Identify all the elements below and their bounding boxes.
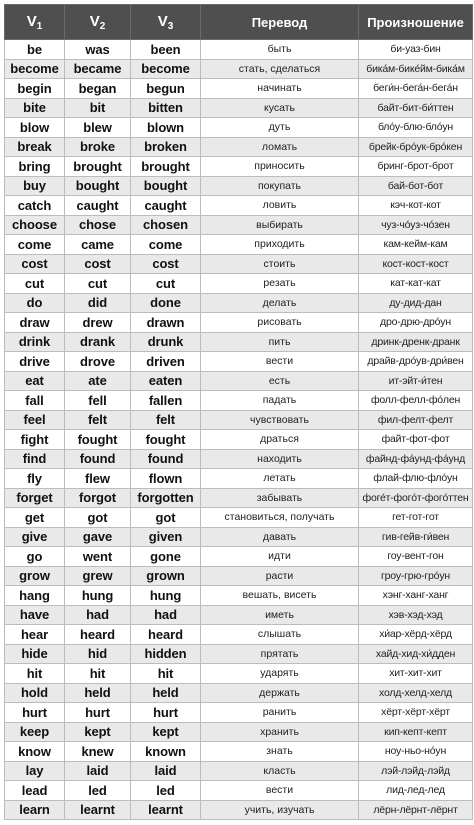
table-row xyxy=(5,566,473,586)
cell-pronunciation: кат-кат-кат xyxy=(359,274,473,294)
table-row xyxy=(5,625,473,645)
cell-v2: cost xyxy=(65,254,131,274)
cell-translation: расти xyxy=(201,566,359,586)
cell-v3: got xyxy=(131,508,201,528)
cell-v3: felt xyxy=(131,410,201,430)
cell-v3: learnt xyxy=(131,800,201,820)
header-v1: $V_1$ xyxy=(5,5,65,40)
cell-pronunciation: дринк-дренк-дранк xyxy=(359,332,473,352)
table-row xyxy=(5,352,473,372)
cell-v2: drank xyxy=(65,332,131,352)
table-row xyxy=(5,683,473,703)
cell-v3: bought xyxy=(131,176,201,196)
cell-v2: laid xyxy=(65,761,131,781)
table-row xyxy=(5,605,473,625)
cell-v3: hit xyxy=(131,664,201,684)
table-row xyxy=(5,703,473,723)
cell-pronunciation: файнд-фáунд-фáунд xyxy=(359,449,473,469)
cell-translation: падать xyxy=(201,391,359,411)
cell-v3: blown xyxy=(131,118,201,138)
cell-pronunciation: чуз-чóуз-чóзен xyxy=(359,215,473,235)
cell-v3: come xyxy=(131,235,201,255)
cell-v3: drunk xyxy=(131,332,201,352)
cell-v3: held xyxy=(131,683,201,703)
cell-v3: kept xyxy=(131,722,201,742)
cell-pronunciation: кост-кост-кост xyxy=(359,254,473,274)
cell-pronunciation: дро-дрю-дрóун xyxy=(359,313,473,333)
cell-translation: знать xyxy=(201,742,359,762)
cell-v3: begun xyxy=(131,79,201,99)
cell-v1: hurt xyxy=(5,703,65,723)
cell-pronunciation: лид-лед-лед xyxy=(359,781,473,801)
cell-translation: чувствовать xyxy=(201,410,359,430)
cell-v2: heard xyxy=(65,625,131,645)
cell-v2: found xyxy=(65,449,131,469)
table-row xyxy=(5,176,473,196)
cell-v3: broken xyxy=(131,137,201,157)
cell-v1: hit xyxy=(5,664,65,684)
table-row xyxy=(5,488,473,508)
cell-v3: flown xyxy=(131,469,201,489)
cell-translation: давать xyxy=(201,527,359,547)
cell-translation: кусать xyxy=(201,98,359,118)
table-row xyxy=(5,547,473,567)
cell-v2: bit xyxy=(65,98,131,118)
cell-v3: given xyxy=(131,527,201,547)
table-row xyxy=(5,118,473,138)
cell-v2: bought xyxy=(65,176,131,196)
cell-pronunciation: ноу-ньо-нóун xyxy=(359,742,473,762)
cell-translation: вешать, висеть xyxy=(201,586,359,606)
cell-v3: fallen xyxy=(131,391,201,411)
cell-translation: выбирать xyxy=(201,215,359,235)
cell-pronunciation: бринг-брот-брот xyxy=(359,157,473,177)
irregular-verbs-table xyxy=(4,4,473,820)
table-row xyxy=(5,644,473,664)
cell-v2: fell xyxy=(65,391,131,411)
cell-translation: летать xyxy=(201,469,359,489)
cell-v2: felt xyxy=(65,410,131,430)
cell-v1: choose xyxy=(5,215,65,235)
cell-translation: класть xyxy=(201,761,359,781)
cell-v2: knew xyxy=(65,742,131,762)
table-row xyxy=(5,722,473,742)
cell-v1: draw xyxy=(5,313,65,333)
cell-v2: brought xyxy=(65,157,131,177)
cell-v1: hang xyxy=(5,586,65,606)
cell-translation: вести xyxy=(201,781,359,801)
cell-translation: становиться, получать xyxy=(201,508,359,528)
cell-v1: be xyxy=(5,40,65,60)
cell-translation: ударять xyxy=(201,664,359,684)
cell-translation: приходить xyxy=(201,235,359,255)
cell-v3: drawn xyxy=(131,313,201,333)
cell-translation: ловить xyxy=(201,196,359,216)
cell-v3: caught xyxy=(131,196,201,216)
cell-v2: gave xyxy=(65,527,131,547)
cell-pronunciation: ду-дид-дан xyxy=(359,293,473,313)
cell-v2: fought xyxy=(65,430,131,450)
table-row xyxy=(5,293,473,313)
cell-v1: cost xyxy=(5,254,65,274)
cell-translation: покупать xyxy=(201,176,359,196)
table-row xyxy=(5,98,473,118)
cell-v3: led xyxy=(131,781,201,801)
table-row xyxy=(5,508,473,528)
cell-v2: got xyxy=(65,508,131,528)
table-row xyxy=(5,332,473,352)
cell-v1: keep xyxy=(5,722,65,742)
table-row xyxy=(5,469,473,489)
cell-v3: been xyxy=(131,40,201,60)
cell-v1: bring xyxy=(5,157,65,177)
cell-pronunciation: гоу-вент-гон xyxy=(359,547,473,567)
cell-pronunciation: гет-гот-гот xyxy=(359,508,473,528)
cell-translation: вести xyxy=(201,352,359,372)
cell-v1: do xyxy=(5,293,65,313)
cell-v1: buy xyxy=(5,176,65,196)
cell-translation: начинать xyxy=(201,79,359,99)
cell-v1: cut xyxy=(5,274,65,294)
cell-v1: learn xyxy=(5,800,65,820)
cell-v1: lay xyxy=(5,761,65,781)
cell-v1: come xyxy=(5,235,65,255)
cell-pronunciation: хи́ар-хёрд-хёрд xyxy=(359,625,473,645)
cell-translation: прятать xyxy=(201,644,359,664)
cell-v1: drive xyxy=(5,352,65,372)
table-row xyxy=(5,449,473,469)
cell-v2: caught xyxy=(65,196,131,216)
cell-v2: hit xyxy=(65,664,131,684)
table-row xyxy=(5,196,473,216)
cell-v1: hold xyxy=(5,683,65,703)
table-row xyxy=(5,235,473,255)
cell-pronunciation: блóу-блю-блóун xyxy=(359,118,473,138)
cell-pronunciation: би-уаз-бин xyxy=(359,40,473,60)
cell-v1: fly xyxy=(5,469,65,489)
cell-v3: done xyxy=(131,293,201,313)
cell-v2: broke xyxy=(65,137,131,157)
cell-translation: держать xyxy=(201,683,359,703)
table-row xyxy=(5,157,473,177)
table-row xyxy=(5,254,473,274)
table-row xyxy=(5,800,473,820)
cell-v2: cut xyxy=(65,274,131,294)
cell-v1: find xyxy=(5,449,65,469)
cell-translation: иметь xyxy=(201,605,359,625)
cell-translation: учить, изучать xyxy=(201,800,359,820)
cell-translation: приносить xyxy=(201,157,359,177)
cell-translation: резать xyxy=(201,274,359,294)
cell-translation: рисовать xyxy=(201,313,359,333)
table-row xyxy=(5,664,473,684)
table-row xyxy=(5,313,473,333)
cell-v3: hidden xyxy=(131,644,201,664)
cell-v1: give xyxy=(5,527,65,547)
cell-pronunciation: байт-бит-би́ттен xyxy=(359,98,473,118)
cell-v3: forgotten xyxy=(131,488,201,508)
cell-v2: learnt xyxy=(65,800,131,820)
cell-pronunciation: беги́н-бега́н-бега́н xyxy=(359,79,473,99)
cell-v3: gone xyxy=(131,547,201,567)
cell-v2: hung xyxy=(65,586,131,606)
cell-pronunciation: фолл-фелл-фóлен xyxy=(359,391,473,411)
cell-v3: cut xyxy=(131,274,201,294)
table-row xyxy=(5,761,473,781)
table-row xyxy=(5,527,473,547)
cell-pronunciation: лэй-лэйд-лэйд xyxy=(359,761,473,781)
cell-v3: brought xyxy=(131,157,201,177)
cell-pronunciation: холд-хелд-хелд xyxy=(359,683,473,703)
cell-v2: drew xyxy=(65,313,131,333)
cell-v1: have xyxy=(5,605,65,625)
cell-v2: began xyxy=(65,79,131,99)
cell-pronunciation: гроу-грю-грóун xyxy=(359,566,473,586)
cell-translation: делать xyxy=(201,293,359,313)
cell-translation: забывать xyxy=(201,488,359,508)
cell-pronunciation: флай-флю-флóун xyxy=(359,469,473,489)
cell-translation: ранить xyxy=(201,703,359,723)
cell-v1: hear xyxy=(5,625,65,645)
cell-v1: blow xyxy=(5,118,65,138)
cell-translation: находить xyxy=(201,449,359,469)
cell-v1: feel xyxy=(5,410,65,430)
cell-translation: идти xyxy=(201,547,359,567)
table-row xyxy=(5,586,473,606)
cell-v2: chose xyxy=(65,215,131,235)
cell-v3: driven xyxy=(131,352,201,372)
cell-v1: grow xyxy=(5,566,65,586)
cell-v1: lead xyxy=(5,781,65,801)
cell-v2: hurt xyxy=(65,703,131,723)
cell-v3: bitten xyxy=(131,98,201,118)
cell-pronunciation: брейк-брóук-брóкен xyxy=(359,137,473,157)
cell-v3: fought xyxy=(131,430,201,450)
cell-pronunciation: кип-кепт-кепт xyxy=(359,722,473,742)
header-pronunciation: Произношение xyxy=(359,5,473,40)
cell-v2: kept xyxy=(65,722,131,742)
cell-v1: eat xyxy=(5,371,65,391)
cell-v3: chosen xyxy=(131,215,201,235)
cell-pronunciation: хит-хит-хит xyxy=(359,664,473,684)
cell-v2: led xyxy=(65,781,131,801)
cell-translation: дуть xyxy=(201,118,359,138)
cell-v1: hide xyxy=(5,644,65,664)
cell-v3: laid xyxy=(131,761,201,781)
cell-pronunciation: хёрт-хёрт-хёрт xyxy=(359,703,473,723)
cell-pronunciation: ит-эйт-и́тен xyxy=(359,371,473,391)
cell-translation: есть xyxy=(201,371,359,391)
cell-pronunciation: фил-фелт-фелт xyxy=(359,410,473,430)
cell-v2: went xyxy=(65,547,131,567)
cell-translation: драться xyxy=(201,430,359,450)
cell-pronunciation: гив-гейв-ги́вен xyxy=(359,527,473,547)
cell-pronunciation: хэв-хэд-хэд xyxy=(359,605,473,625)
cell-translation: пить xyxy=(201,332,359,352)
cell-v3: hung xyxy=(131,586,201,606)
cell-translation: слышать xyxy=(201,625,359,645)
cell-v2: came xyxy=(65,235,131,255)
cell-v2: was xyxy=(65,40,131,60)
cell-v2: did xyxy=(65,293,131,313)
cell-pronunciation: бай-бот-бот xyxy=(359,176,473,196)
table-row xyxy=(5,40,473,60)
cell-v1: bite xyxy=(5,98,65,118)
cell-v2: flew xyxy=(65,469,131,489)
cell-v3: cost xyxy=(131,254,201,274)
table-row xyxy=(5,137,473,157)
cell-v3: had xyxy=(131,605,201,625)
cell-pronunciation: бика́м-бике́йм-бика́м xyxy=(359,59,473,79)
table-row xyxy=(5,59,473,79)
cell-v1: fall xyxy=(5,391,65,411)
cell-pronunciation: хэнг-ханг-ханг xyxy=(359,586,473,606)
table-body xyxy=(5,40,473,820)
cell-v1: fight xyxy=(5,430,65,450)
cell-v2: held xyxy=(65,683,131,703)
cell-pronunciation: кэч-кот-кот xyxy=(359,196,473,216)
header-row xyxy=(5,5,473,40)
table-row xyxy=(5,79,473,99)
cell-pronunciation: фоге́т-фогóт-фогóттен xyxy=(359,488,473,508)
cell-pronunciation: лёрн-лёрнт-лёрнт xyxy=(359,800,473,820)
cell-v2: had xyxy=(65,605,131,625)
cell-v1: become xyxy=(5,59,65,79)
header-v2: $V_2$ xyxy=(65,5,131,40)
header-v3: $V_3$ xyxy=(131,5,201,40)
cell-translation: стать, сделаться xyxy=(201,59,359,79)
table-row xyxy=(5,371,473,391)
cell-v1: break xyxy=(5,137,65,157)
cell-v2: blew xyxy=(65,118,131,138)
cell-v2: ate xyxy=(65,371,131,391)
cell-v1: get xyxy=(5,508,65,528)
cell-v1: forget xyxy=(5,488,65,508)
table-row xyxy=(5,430,473,450)
cell-v2: drove xyxy=(65,352,131,372)
cell-v1: go xyxy=(5,547,65,567)
cell-translation: ломать xyxy=(201,137,359,157)
cell-translation: стоить xyxy=(201,254,359,274)
cell-v2: became xyxy=(65,59,131,79)
cell-pronunciation: кам-кейм-кам xyxy=(359,235,473,255)
cell-v3: known xyxy=(131,742,201,762)
cell-pronunciation: файт-фот-фот xyxy=(359,430,473,450)
table-row xyxy=(5,274,473,294)
table-row xyxy=(5,215,473,235)
header-translation: Перевод xyxy=(201,5,359,40)
cell-v2: hid xyxy=(65,644,131,664)
cell-v3: hurt xyxy=(131,703,201,723)
cell-v3: found xyxy=(131,449,201,469)
table-header xyxy=(5,5,473,40)
cell-pronunciation: хайд-хид-хи́дден xyxy=(359,644,473,664)
table-row xyxy=(5,391,473,411)
cell-v1: drink xyxy=(5,332,65,352)
cell-v1: begin xyxy=(5,79,65,99)
cell-v3: become xyxy=(131,59,201,79)
cell-translation: быть xyxy=(201,40,359,60)
cell-translation: хранить xyxy=(201,722,359,742)
table-row xyxy=(5,410,473,430)
table-row xyxy=(5,742,473,762)
cell-v3: eaten xyxy=(131,371,201,391)
cell-v3: heard xyxy=(131,625,201,645)
cell-v1: know xyxy=(5,742,65,762)
cell-v3: grown xyxy=(131,566,201,586)
cell-v1: catch xyxy=(5,196,65,216)
cell-v2: forgot xyxy=(65,488,131,508)
table-row xyxy=(5,781,473,801)
cell-v2: grew xyxy=(65,566,131,586)
cell-pronunciation: драйв-дрóув-дри́вен xyxy=(359,352,473,372)
